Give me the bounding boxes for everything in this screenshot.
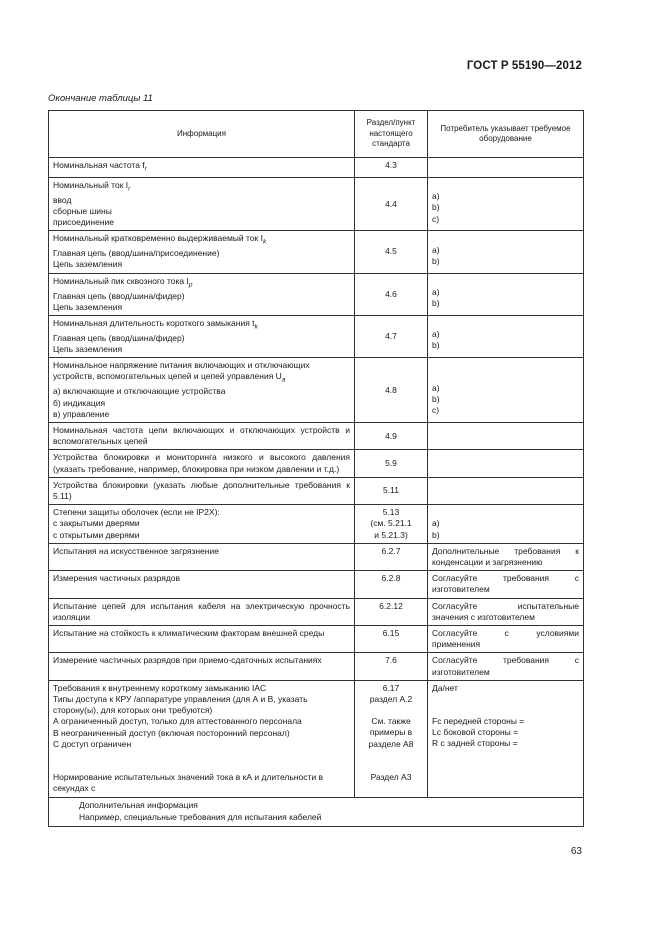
table-row	[49, 315, 584, 357]
additional-info-title: Дополнительная информация	[79, 800, 198, 811]
section-cell: 4.6	[355, 273, 428, 315]
table-row-additional	[49, 798, 584, 826]
subscript: r	[128, 185, 131, 193]
info-line: с закрытыми дверями	[53, 518, 140, 529]
consumer-cell: Согласуйте испытательные значения с изготовителем	[428, 598, 584, 625]
info-line: А ограниченный доступ, только для аттестованного персонала	[53, 716, 302, 727]
consumer-cell: Согласуйте требования с изготовителем	[428, 653, 584, 680]
info-cell	[49, 273, 355, 315]
additional-info-example: Например, специальные требования для испытания кабелей	[79, 811, 322, 822]
consumer-cell	[428, 231, 584, 273]
info-cell	[49, 315, 355, 357]
info-line	[53, 318, 350, 333]
section-cell: 6.2.12	[355, 598, 428, 625]
section-line: Раздел А3	[370, 771, 412, 782]
consumer-line: Да/нет	[432, 682, 458, 693]
consumer-line: R с задней стороны =	[432, 738, 518, 749]
table-row	[49, 653, 584, 680]
table-row	[49, 598, 584, 625]
info-line: Главная цепь (ввод/шина/присоединение)	[53, 248, 220, 259]
requirements-table	[48, 110, 584, 827]
table-row	[49, 571, 584, 598]
section-line: примеры в	[369, 727, 413, 738]
table-row	[49, 158, 584, 178]
info-cell: Испытание на стойкость к климатическим факторам внешней среды	[49, 626, 355, 653]
consumer-line: a)	[432, 382, 440, 393]
info-cell	[49, 680, 355, 798]
section-cell	[355, 680, 428, 798]
header-info: Информация	[49, 111, 355, 158]
info-text: устройств, вспомогательных цепей и цепей управления U	[53, 371, 282, 382]
info-line: с открытыми дверями	[53, 529, 140, 540]
consumer-line: b)	[432, 529, 440, 540]
consumer-line: b)	[432, 340, 440, 351]
section-cell: 5.9	[355, 450, 428, 477]
section-cell: 4.8	[355, 358, 428, 423]
info-line	[53, 371, 350, 386]
info-line: Главная цепь (ввод/шина/фидер)	[53, 290, 185, 301]
info-cell: Испытание цепей для испытания кабеля на электрическую прочность изоляции	[49, 598, 355, 625]
section-line: и 5.21.3)	[374, 529, 408, 540]
consumer-cell	[428, 315, 584, 357]
info-cell	[49, 358, 355, 423]
section-cell: 4.9	[355, 422, 428, 449]
consumer-line	[432, 360, 579, 371]
info-line: С доступ ограничен	[53, 738, 132, 749]
consumer-cell	[428, 505, 584, 544]
table-row	[49, 177, 584, 231]
info-cell	[49, 505, 355, 544]
section-cell: 6.2.8	[355, 571, 428, 598]
table-caption: Окончание таблицы 11	[48, 93, 153, 104]
info-line	[53, 180, 350, 195]
section-cell: 6.2.7	[355, 543, 428, 570]
subscript: a	[281, 377, 286, 385]
consumer-line: a)	[432, 286, 440, 297]
table-row	[49, 358, 584, 423]
section-cell: 4.4	[355, 177, 428, 231]
table-row	[49, 273, 584, 315]
info-cell: Устройства блокировки (указать любые дополнительные требования к 5.11)	[49, 477, 355, 504]
info-text: Номинальный пик сквозного тока I	[53, 275, 189, 286]
info-text: Номинальная частота f	[53, 160, 145, 170]
consumer-line: a)	[432, 518, 440, 529]
header-section: Раздел/пункт настоящего стандарта	[355, 111, 428, 158]
info-line: ввод	[53, 194, 72, 205]
consumer-cell	[428, 158, 584, 178]
consumer-line	[432, 318, 579, 329]
spacer	[359, 705, 423, 716]
consumer-cell	[428, 477, 584, 504]
spacer	[359, 750, 423, 772]
consumer-cell: Согласуйте требования с изготовителем	[428, 571, 584, 598]
subscript: p	[188, 281, 193, 289]
table-header-row	[49, 111, 584, 158]
standard-header: ГОСТ Р 55190—2012	[466, 60, 582, 72]
section-line: См. также	[371, 716, 411, 727]
section-line: 5.13	[382, 507, 400, 518]
info-line: Главная цепь (ввод/шина/фидер)	[53, 332, 185, 343]
spacer	[432, 694, 579, 716]
consumer-cell	[428, 177, 584, 231]
consumer-line: a)	[432, 329, 440, 340]
consumer-line: c)	[432, 213, 440, 224]
info-cell: Номинальная частота цепи включающих и отключающих устройств и вспомогательных цепей	[49, 422, 355, 449]
consumer-cell: Согласуйте с условиями применения	[428, 626, 584, 653]
additional-info-cell	[49, 798, 584, 826]
info-line: Степени защиты оболочек (если не IP2X):	[53, 507, 220, 518]
info-text: Номинальная длительность короткого замыкания t	[53, 317, 255, 328]
consumer-line: Fc передней стороны =	[432, 716, 525, 727]
info-cell	[49, 231, 355, 273]
consumer-line	[432, 371, 579, 382]
table-row	[49, 626, 584, 653]
consumer-line: b)	[432, 393, 440, 404]
consumer-cell: Дополнительные требования к конденсации и загрязнению	[428, 543, 584, 570]
consumer-line: Lc боковой стороны =	[432, 727, 519, 738]
info-cell	[49, 177, 355, 231]
section-cell: 4.5	[355, 231, 428, 273]
info-line	[53, 276, 350, 291]
info-line: Цепь заземления	[53, 344, 123, 355]
consumer-cell	[428, 358, 584, 423]
info-line: Цепь заземления	[53, 301, 123, 312]
table-row	[49, 422, 584, 449]
consumer-line: a)	[432, 244, 440, 255]
section-line: разделе А8	[368, 738, 414, 749]
info-line: б) индикация	[53, 397, 106, 408]
consumer-cell	[428, 680, 584, 798]
table-row	[49, 505, 584, 544]
consumer-line: c)	[432, 405, 440, 416]
section-line: раздел А.2	[369, 694, 413, 705]
info-line: в) управление	[53, 408, 110, 419]
section-cell: 4.7	[355, 315, 428, 357]
section-cell: 7.6	[355, 653, 428, 680]
consumer-line: a)	[432, 191, 440, 202]
info-line	[53, 233, 350, 248]
consumer-line	[432, 180, 579, 191]
table-row	[49, 543, 584, 570]
table-row-iac	[49, 680, 584, 798]
section-line: 6.17	[382, 682, 400, 693]
section-line: (см. 5.21.1	[370, 518, 412, 529]
consumer-cell	[428, 450, 584, 477]
consumer-line: b)	[432, 202, 440, 213]
info-cell: Устройства блокировки и мониторинга низкого и высокого давления (указать требование, например, блокировка при низком давлении и т.д.)	[49, 450, 355, 477]
consumer-cell	[428, 273, 584, 315]
consumer-line	[432, 276, 579, 287]
info-cell: Измерения частичных разрядов	[49, 571, 355, 598]
section-cell: 4.3	[355, 158, 428, 178]
consumer-line: b)	[432, 255, 440, 266]
subscript: k	[263, 239, 267, 247]
subscript: k	[254, 323, 258, 331]
section-cell: 6.15	[355, 626, 428, 653]
info-line: В неограниченный доступ (включая посторонний персонал)	[53, 727, 290, 738]
section-cell: 5.11	[355, 477, 428, 504]
consumer-line: b)	[432, 298, 440, 309]
info-line: Нормирование испытательных значений тока в кА и длительности в секундах с	[53, 772, 323, 794]
info-line: сборные шины	[53, 205, 112, 216]
spacer	[53, 750, 350, 772]
header-consumer: Потребитель указывает требуемое оборудование	[428, 111, 584, 158]
info-cell: Испытания на искусственное загрязнение	[49, 543, 355, 570]
table-row	[49, 477, 584, 504]
info-line: Типы доступа к КРУ /аппаратуре управления (для А и В, указать сторону(ы), для которых они требуются)	[53, 694, 308, 716]
info-text: Номинальный кратковременно выдерживаемый ток I	[53, 233, 263, 244]
info-text: Номинальный ток I	[53, 179, 129, 190]
subscript: r	[144, 165, 147, 173]
info-line: присоединение	[53, 217, 114, 228]
info-cell: Измерение частичных разрядов при приемо-сдаточных испытаниях	[49, 653, 355, 680]
consumer-line	[432, 507, 579, 518]
info-cell	[49, 158, 355, 178]
info-line: Требования к внутреннему короткому замыканию IAC	[53, 682, 267, 693]
info-line: Номинальное напряжение питания включающих и отключающих	[53, 360, 310, 371]
consumer-line	[432, 233, 579, 244]
table-row	[49, 231, 584, 273]
consumer-cell	[428, 422, 584, 449]
info-line: Цепь заземления	[53, 259, 123, 270]
table-row	[49, 450, 584, 477]
info-line: а) включающие и отключающие устройства	[53, 386, 226, 397]
section-cell	[355, 505, 428, 544]
page-number: 63	[570, 846, 582, 857]
